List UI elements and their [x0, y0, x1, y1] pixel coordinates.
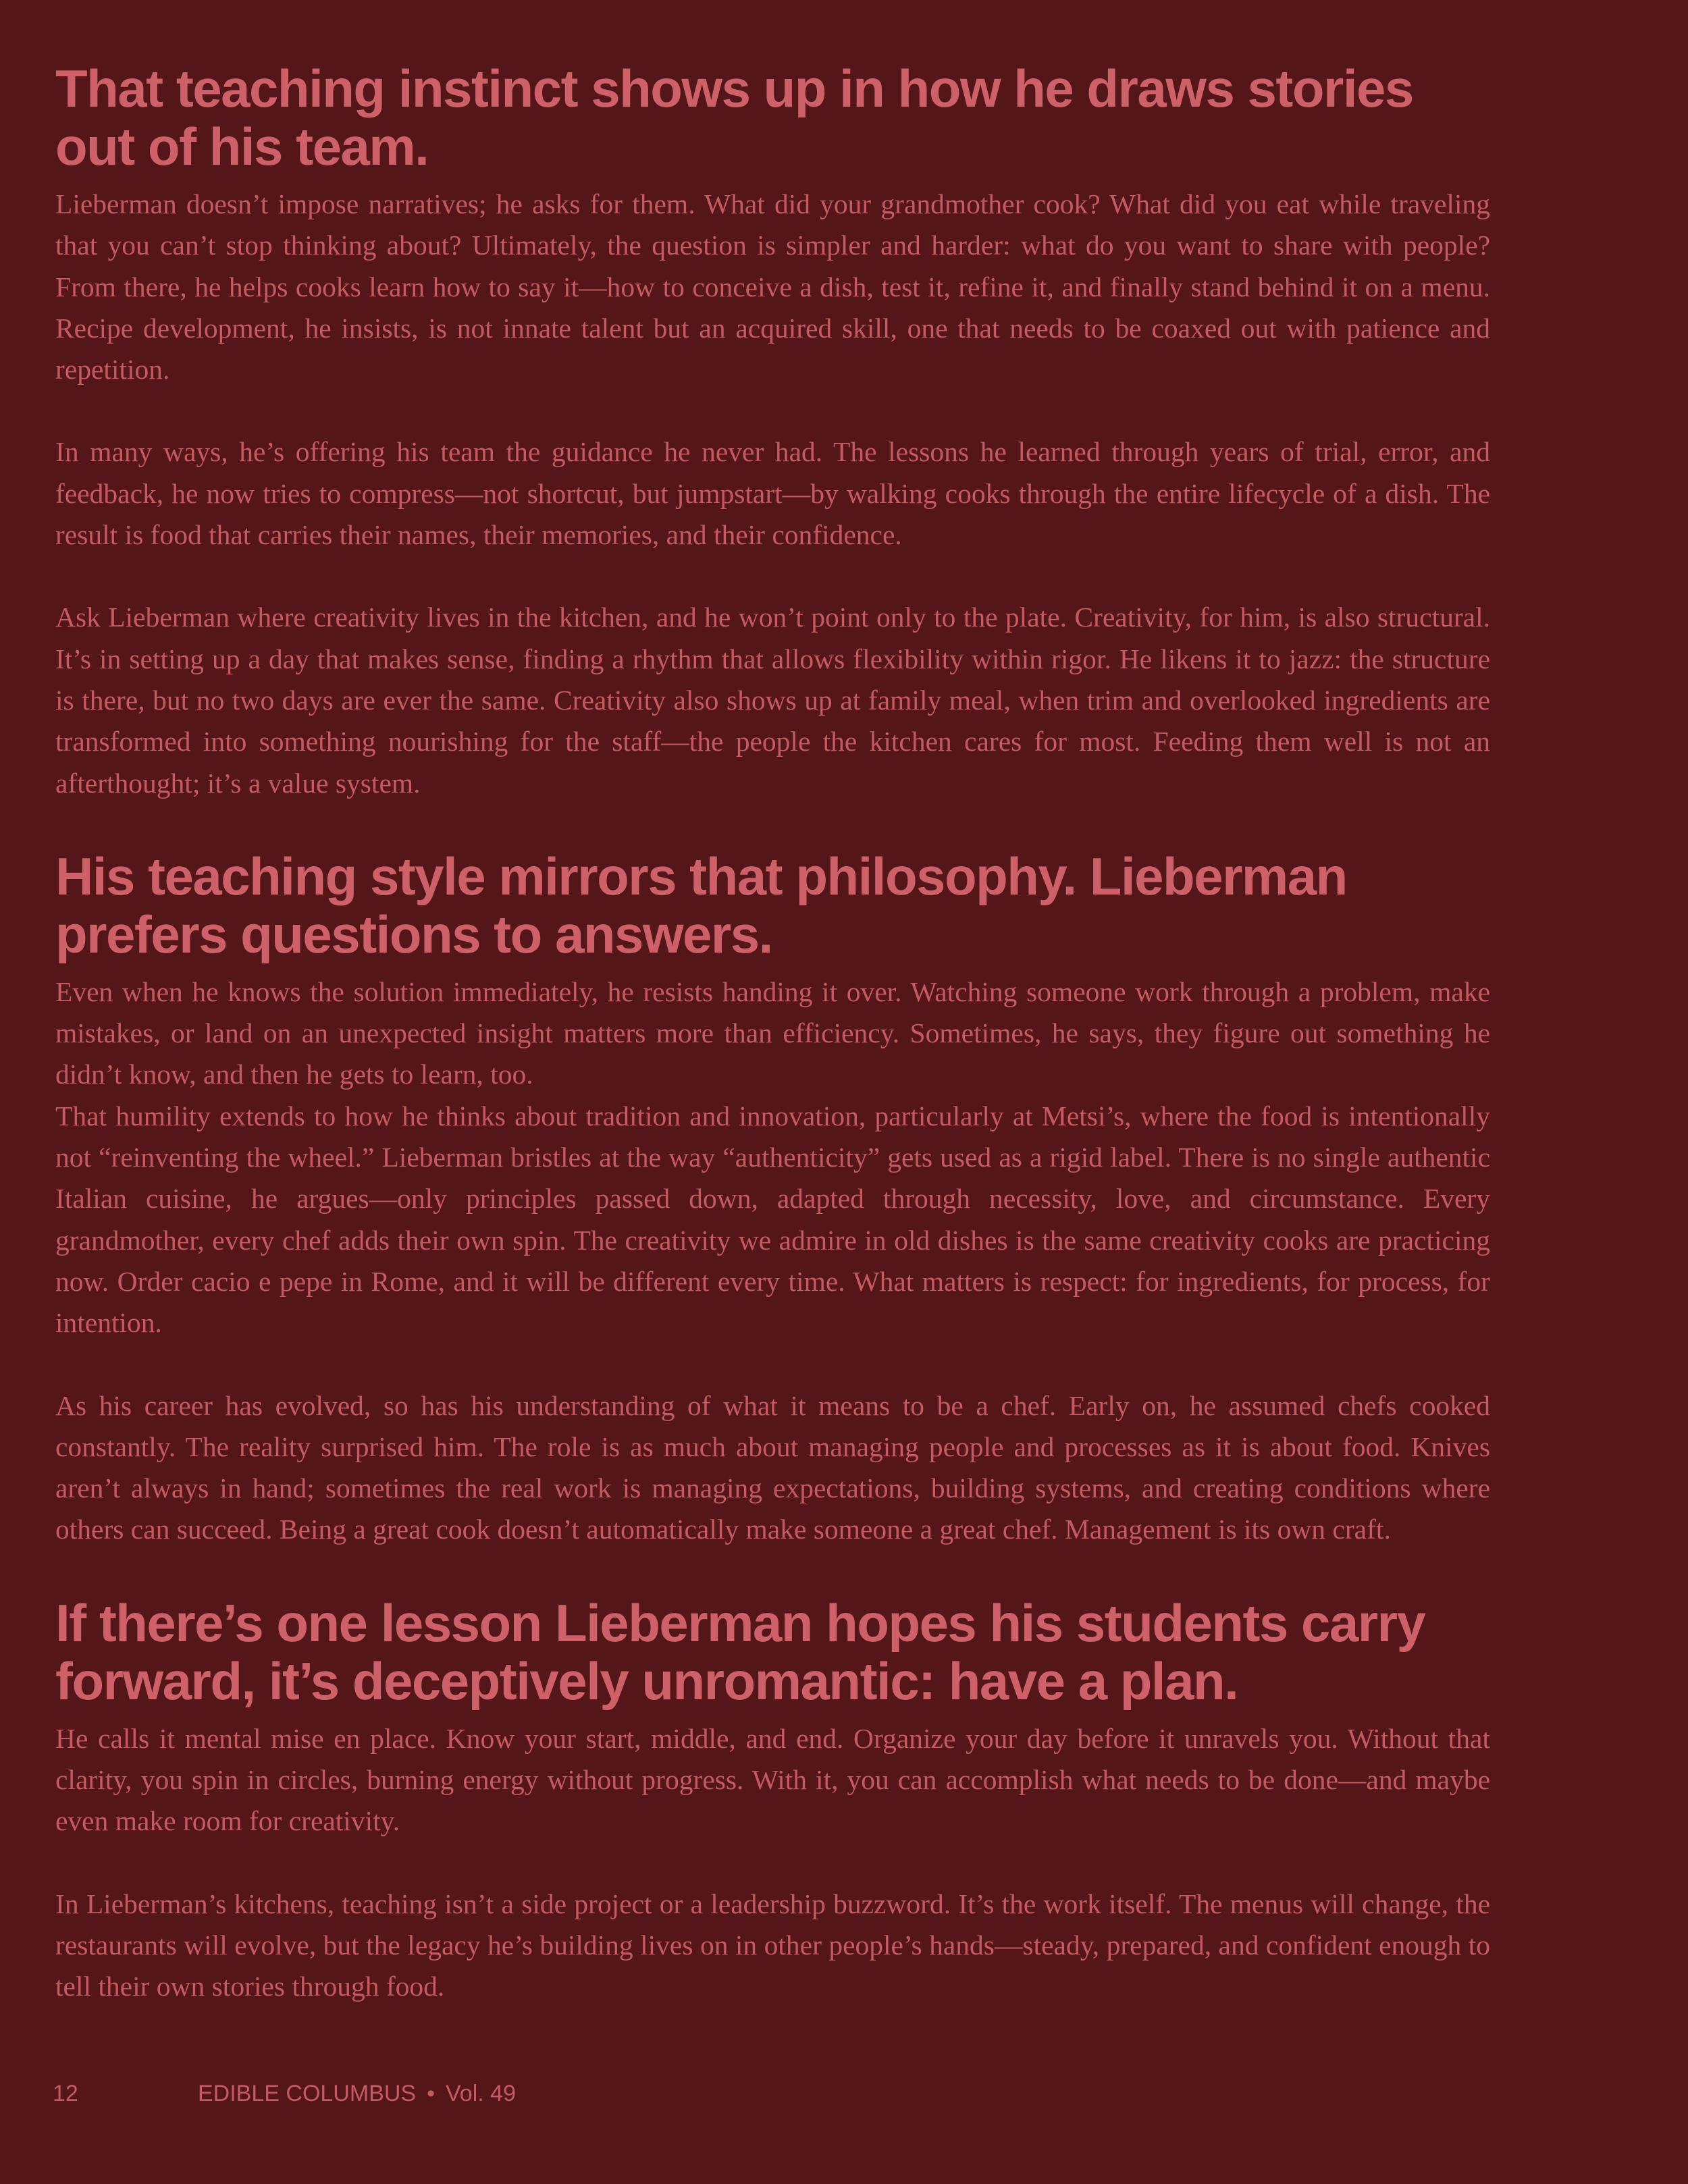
publication-name: EDIBLE COLUMBUS	[198, 2081, 417, 2106]
body-paragraph: Ask Lieberman where creativity lives in the kitchen, and he won’t point only to the plate. Creativity, for him, is also structural. It’s in setting up a day that makes sense, finding a rhythm that allows flexibility within rigor. He likens it to jazz: the structure is there, but no two days are ever the same. Creativity also shows up at family meal, when trim and overlooked ingredients are transformed into something nourishing for the staff—the people the kitchen cares for most. Feeding them well is not an afterthought; it’s a value system.	[55, 602, 1490, 799]
body-paragraph: In many ways, he’s offering his team the guidance he never had. The lessons he learned through years of trial, error, and feedback, he now tries to compress—not shortcut, but jumpstart—by walking cooks through the entire lifecycle of a dish. The result is food that carries their names, their memories, and their confidence.	[55, 436, 1490, 551]
body-paragraph: He calls it mental mise en place. Know your start, middle, and end. Organize your day before it unravels you. Without that clarity, you spin in circles, burning energy without progress. With it, you can accomplish what needs to be done—and maybe even make room for creativity.	[55, 1722, 1490, 1837]
body-paragraph: In Lieberman’s kitchens, teaching isn’t a side project or a leadership buzzword. It’s the work itself. The menus will change, the restaurants will evolve, but the legacy he’s building lives on in other people’s hands—steady, prepared, and confident enough to tell their own stories through food.	[55, 1888, 1490, 2002]
body-paragraph: That humility extends to how he thinks about tradition and innovation, particularly at Metsi’s, where the food is intentionally not “reinventing the wheel.” Lieberman bristles at the way “authenticity” gets used as a rigid label. There is no single authentic Italian cuisine, he argues—only principles passed down, adapted through necessity, love, and circumstance. Every grandmother, every chef adds their own spin. The creativity we admire in old dishes is the same creativity cooks are practicing now. Order cacio e pepe in Rome, and it will be different every time. What matters is respect: for ingredients, for process, for intention.	[55, 1100, 1490, 1339]
section-heading: His teaching style mirrors that philosophy. Lieberman prefers questions to answers.	[55, 846, 1347, 964]
page-number: 12	[53, 2081, 78, 2106]
section-heading: If there’s one lesson Lieberman hopes his students carry forward, it’s deceptively unromantic: have a plan.	[55, 1593, 1425, 1711]
body-paragraph: Lieberman doesn’t impose narratives; he asks for them. What did your grandmother cook? What did you eat while traveling that you can’t stop thinking about? Ultimately, the question is simpler and harder: what do you want to share with people? From there, he helps cooks learn how to say it—how to conceive a dish, test it, refine it, and finally stand behind it on a menu. Recipe development, he insists, is not innate talent but an acquired skill, one that needs to be coaxed out with patience and repetition.	[55, 188, 1490, 385]
volume-label: Vol. 49	[446, 2081, 516, 2106]
article-body	[55, 59, 1490, 2008]
body-paragraph: As his career has evolved, so has his understanding of what it means to be a chef. Early on, he assumed chefs cooked constantly. The reality surprised him. The role is as much about managing people and processes as it is about food. Knives aren’t always in hand; sometimes the real work is managing expectations, building systems, and creating conditions where others can succeed. Being a great cook doesn’t automatically make someone a great chef. Management is its own craft.	[55, 1389, 1490, 1545]
body-paragraph: Even when he knows the solution immediately, he resists handing it over. Watching someone work through a problem, make mistakes, or land on an unexpected insight matters more than efficiency. Sometimes, he says, they figure out something he didn’t know, and then he gets to learn, too.	[55, 976, 1490, 1090]
section-heading: That teaching instinct shows up in how he draws stories out of his team.	[55, 59, 1413, 176]
page-footer	[53, 2081, 516, 2107]
footer-separator: •	[427, 2081, 435, 2106]
